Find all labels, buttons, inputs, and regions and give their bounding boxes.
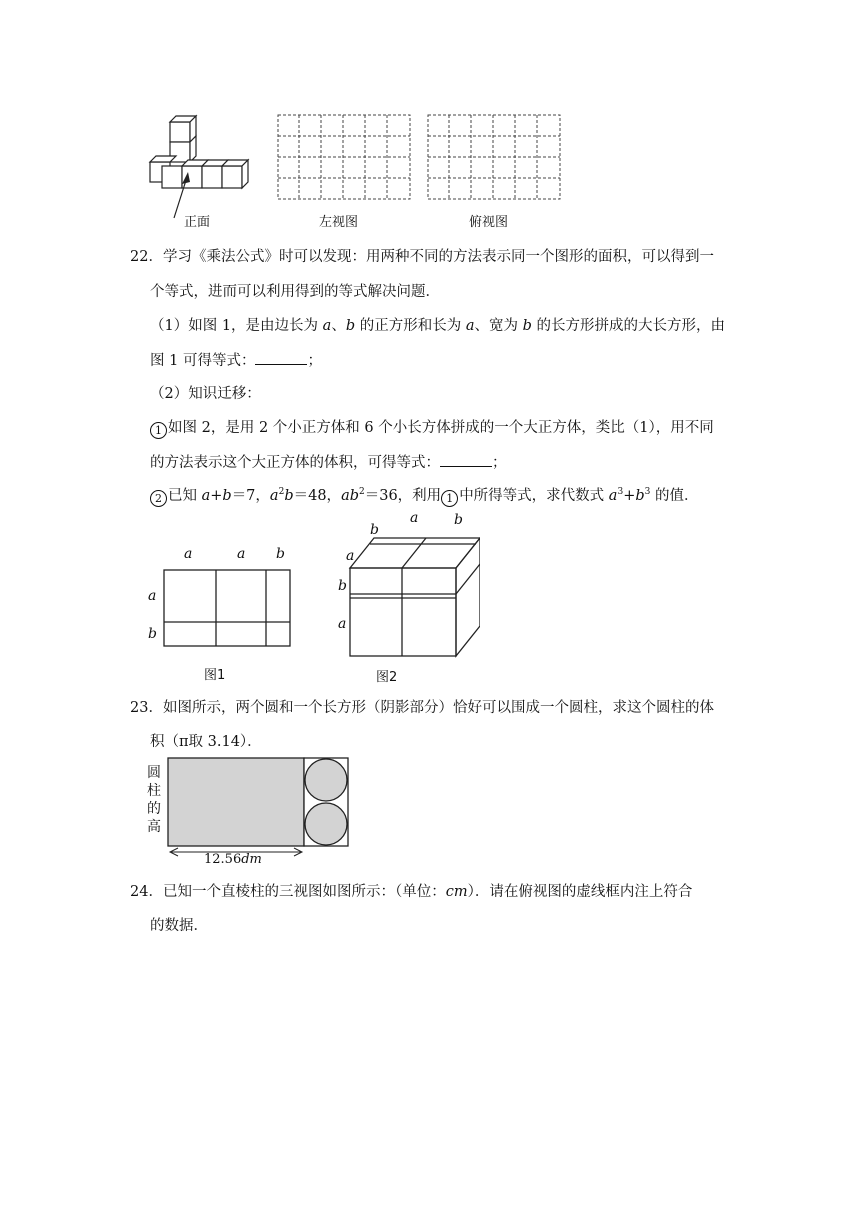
answer-blank-2[interactable]	[440, 452, 492, 467]
q22-sub1-line2: 的方法表示这个大正方体的体积，可得等式： ；	[150, 452, 507, 473]
fig2-top-label-a: a	[410, 510, 419, 526]
fig2-caption: 图2	[376, 670, 398, 685]
fig2-top-label-b2: b	[454, 512, 463, 528]
q22-sub1: 1 如图 2，是用 2 个小正方体和 6 个小长方体拼成的一个大正方体，类比（1），用不同	[150, 418, 714, 439]
left-view-grid	[277, 114, 411, 200]
fig1-top-label-b: b	[276, 546, 285, 562]
q24-line1: 24．已知一个直棱柱的三视图如图所示：（单位：cm）．请在俯视图的虚线框内注上符合	[130, 884, 693, 900]
q22-sub2: 2 已知 a+b＝7，$a^2b=48$，$ab^2=36$，利用 1 中所得等式，求代数式 $a^3+b^3$ 的值．	[150, 486, 698, 507]
top-view-grid	[427, 114, 561, 200]
q22-part1-line2: 图 1 可得等式： ；	[150, 350, 322, 371]
cylinder-height-label: 圆 柱 的 高	[147, 765, 161, 835]
fig2-side-label-a: a	[338, 616, 347, 632]
q24-line2: 的数据．	[150, 918, 208, 934]
q22-line2: 个等式，进而可以利用得到的等式解决问题．	[150, 284, 440, 300]
fig2-side-label-b: b	[338, 578, 347, 594]
cylinder-net-figure	[144, 756, 354, 868]
fig1-top-label-a1: a	[184, 546, 193, 562]
fig1-side-label-b: b	[148, 626, 157, 642]
q23-line2: 积（π取 3.14）．	[150, 734, 262, 750]
circled-number-1: 1	[150, 422, 167, 439]
figure-1	[144, 540, 304, 686]
fig1-top-label-a2: a	[237, 546, 246, 562]
answer-blank-1[interactable]	[255, 350, 307, 365]
fig1-side-label-a: a	[148, 588, 157, 604]
q22-part1: （1）如图 1，是由边长为 a、b 的正方形和长为 a、宽为 b 的长方形拼成的大长方形，由	[150, 318, 726, 334]
figure-2-cube	[330, 508, 480, 688]
fig1-caption: 图1	[204, 668, 226, 683]
left-view-dashed-grid	[277, 114, 411, 200]
rectangle-length-label: 12.56dm	[204, 852, 262, 867]
q22-line1: 22．学习《乘法公式》时可以发现：用两种不同的方法表示同一个图形的面积，可以得到一	[130, 249, 714, 265]
q22-part2: （2）知识迁移：	[150, 386, 261, 402]
circled-number-2: 2	[150, 490, 167, 507]
circled-number-1-ref: 1	[441, 490, 458, 507]
top-view-dashed-grid	[427, 114, 561, 200]
front-label: 正面	[184, 215, 211, 230]
fig2-top-label-b: b	[370, 522, 379, 538]
cube-figure	[140, 110, 270, 232]
q23-line1: 23．如图所示，两个圆和一个长方形（阴影部分）恰好可以围成一个圆柱，求这个圆柱的体	[130, 700, 714, 716]
fig2-side-label-a-top: a	[346, 548, 355, 564]
left-view-label: 左视图	[319, 215, 359, 230]
figure-2	[330, 508, 480, 688]
top-view-label: 俯视图	[469, 215, 509, 230]
